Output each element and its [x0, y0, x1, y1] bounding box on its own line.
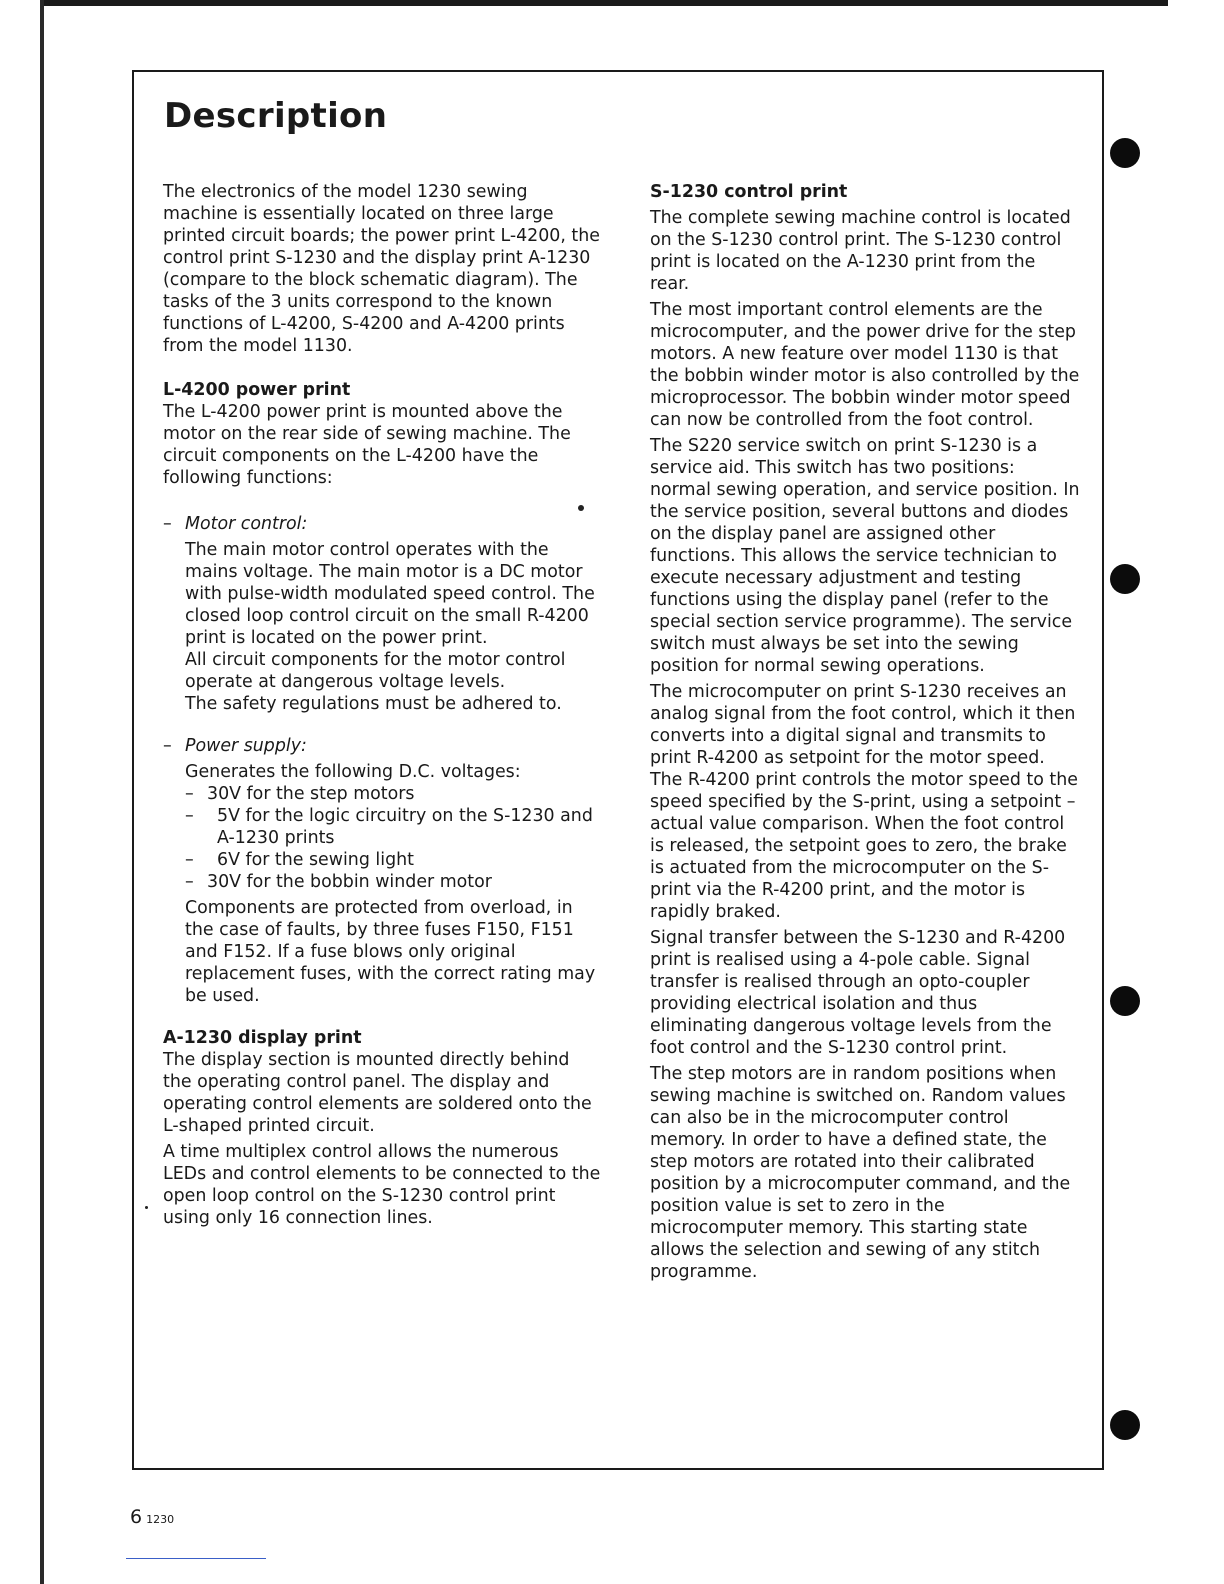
binder-hole: [1110, 564, 1140, 594]
footer-model: 1230: [146, 1513, 175, 1526]
power-print-heading: L-4200 power print: [163, 380, 351, 400]
list-item: – 5V for the logic circuitry on the S-1230 and A-1230 prints: [185, 806, 593, 848]
list-item: – 6V for the sewing light: [185, 850, 414, 870]
display-print-heading: A-1230 display print: [163, 1028, 362, 1048]
display-print-text-1: The display section is mounted directly behind the operating control panel. The display and operating control elements are soldered onto the L-shaped printed circuit.: [163, 1050, 592, 1136]
list-item: – 30V for the step motors: [185, 784, 415, 804]
binder-hole: [1110, 138, 1140, 168]
control-paragraph-3: The S220 service switch on print S-1230 is a service aid. This switch has two positions: normal sewing operation, and service position. In the service position, several buttons and diodes on the display panel are assigned other functions. This allows the service technician to execute necessary adjustment and testing functions using the display panel (refer to the special section service programme). The service switch must always be set into the sewing position for normal sewing operations.: [650, 436, 1080, 676]
motor-control-text-1: The main motor control operates with the mains voltage. The main motor is a DC motor with pulse-width modulated speed control. The closed loop control circuit on the small R-4200 print is located on the power print.: [185, 540, 595, 648]
control-paragraph-5: Signal transfer between the S-1230 and R-4200 print is realised using a 4-pole cable. Signal transfer is realised through an opto-coupler providing electrical isolation and thus eliminating dangerous voltage levels from the foot control and the S-1230 control print.: [650, 928, 1066, 1058]
control-paragraph-1: The complete sewing machine control is located on the S-1230 control print. The S-1230 control print is located on the A-1230 print from the rear.: [650, 208, 1071, 294]
control-paragraph-4: The microcomputer on print S-1230 receives an analog signal from the foot control, which it then converts into a digital signal and transmits to print R-4200 as setpoint for the motor speed. The R-4200 print controls the motor speed to the speed specified by the S-print, using a setpoint – actual value comparison. When the foot control is released, the setpoint goes to zero, the brake is actuated from the microcomputer on the S-print via the R-4200 print, and the motor is rapidly braked.: [650, 682, 1078, 922]
motor-control-text-3: The safety regulations must be adhered to.: [185, 694, 562, 714]
scan-edge-left: [40, 0, 44, 1584]
scan-speck: [578, 505, 584, 511]
power-print-text: The L-4200 power print is mounted above the motor on the rear side of sewing machine. The circuit components on the L-4200 have the following functions:: [163, 402, 571, 488]
power-supply-outro: Components are protected from overload, in the case of faults, by three fuses F150, F151 and F152. If a fuse blows only original replacement fuses, with the correct rating may be used.: [185, 898, 596, 1006]
power-supply-section: [163, 735, 603, 1011]
list-item: – 30V for the bobbin winder motor: [185, 872, 492, 892]
control-paragraph-2: The most important control elements are the microcomputer, and the power drive for the step motors. A new feature over model 1130 is that the bobbin winder motor is also controlled by the microprocessor. The bobbin winder motor speed can now be controlled from the foot control.: [650, 300, 1080, 430]
display-print-text-2: A time multiplex control allows the numerous LEDs and control elements to be connected to the open loop control on the S-1230 control print using only 16 connection lines.: [163, 1142, 601, 1228]
binder-hole: [1110, 1410, 1140, 1440]
power-supply-intro: Generates the following D.C. voltages:: [185, 762, 521, 782]
motor-control-section: [163, 513, 603, 715]
left-column: [163, 181, 603, 1233]
dash-marker: –: [163, 736, 172, 756]
page-footer: [130, 1506, 174, 1528]
scan-edge-top: [44, 0, 1168, 6]
footer-rule: [126, 1558, 266, 1559]
motor-control-title: Motor control:: [185, 514, 308, 534]
power-supply-title: Power supply:: [185, 736, 307, 756]
intro-paragraph: The electronics of the model 1230 sewing machine is essentially located on three large printed circuit boards; the power print L-4200, the control print S-1230 and the display print A-1230 (compare to the block schematic diagram). The tasks of the 3 units correspond to the known functions of L-4200, S-4200 and A-4200 prints from the model 1130.: [163, 182, 600, 356]
scan-speck: [145, 1206, 148, 1209]
binder-hole: [1110, 986, 1140, 1016]
voltage-list: [185, 783, 603, 893]
right-column: [650, 181, 1080, 1287]
dash-marker: –: [163, 514, 172, 534]
page-number: 6: [130, 1506, 143, 1528]
control-paragraph-6: The step motors are in random positions when sewing machine is switched on. Random values can also be in the microcomputer control memory. In order to have a defined state, the step motors are rotated into their calibrated position by a microcomputer command, and the position value is set to zero in the microcomputer memory. This starting state allows the selection and sewing of any stitch programme.: [650, 1064, 1071, 1282]
page-title: Description: [164, 96, 388, 136]
motor-control-text-2: All circuit components for the motor control operate at dangerous voltage levels.: [185, 650, 566, 692]
control-print-heading: S-1230 control print: [650, 182, 848, 202]
